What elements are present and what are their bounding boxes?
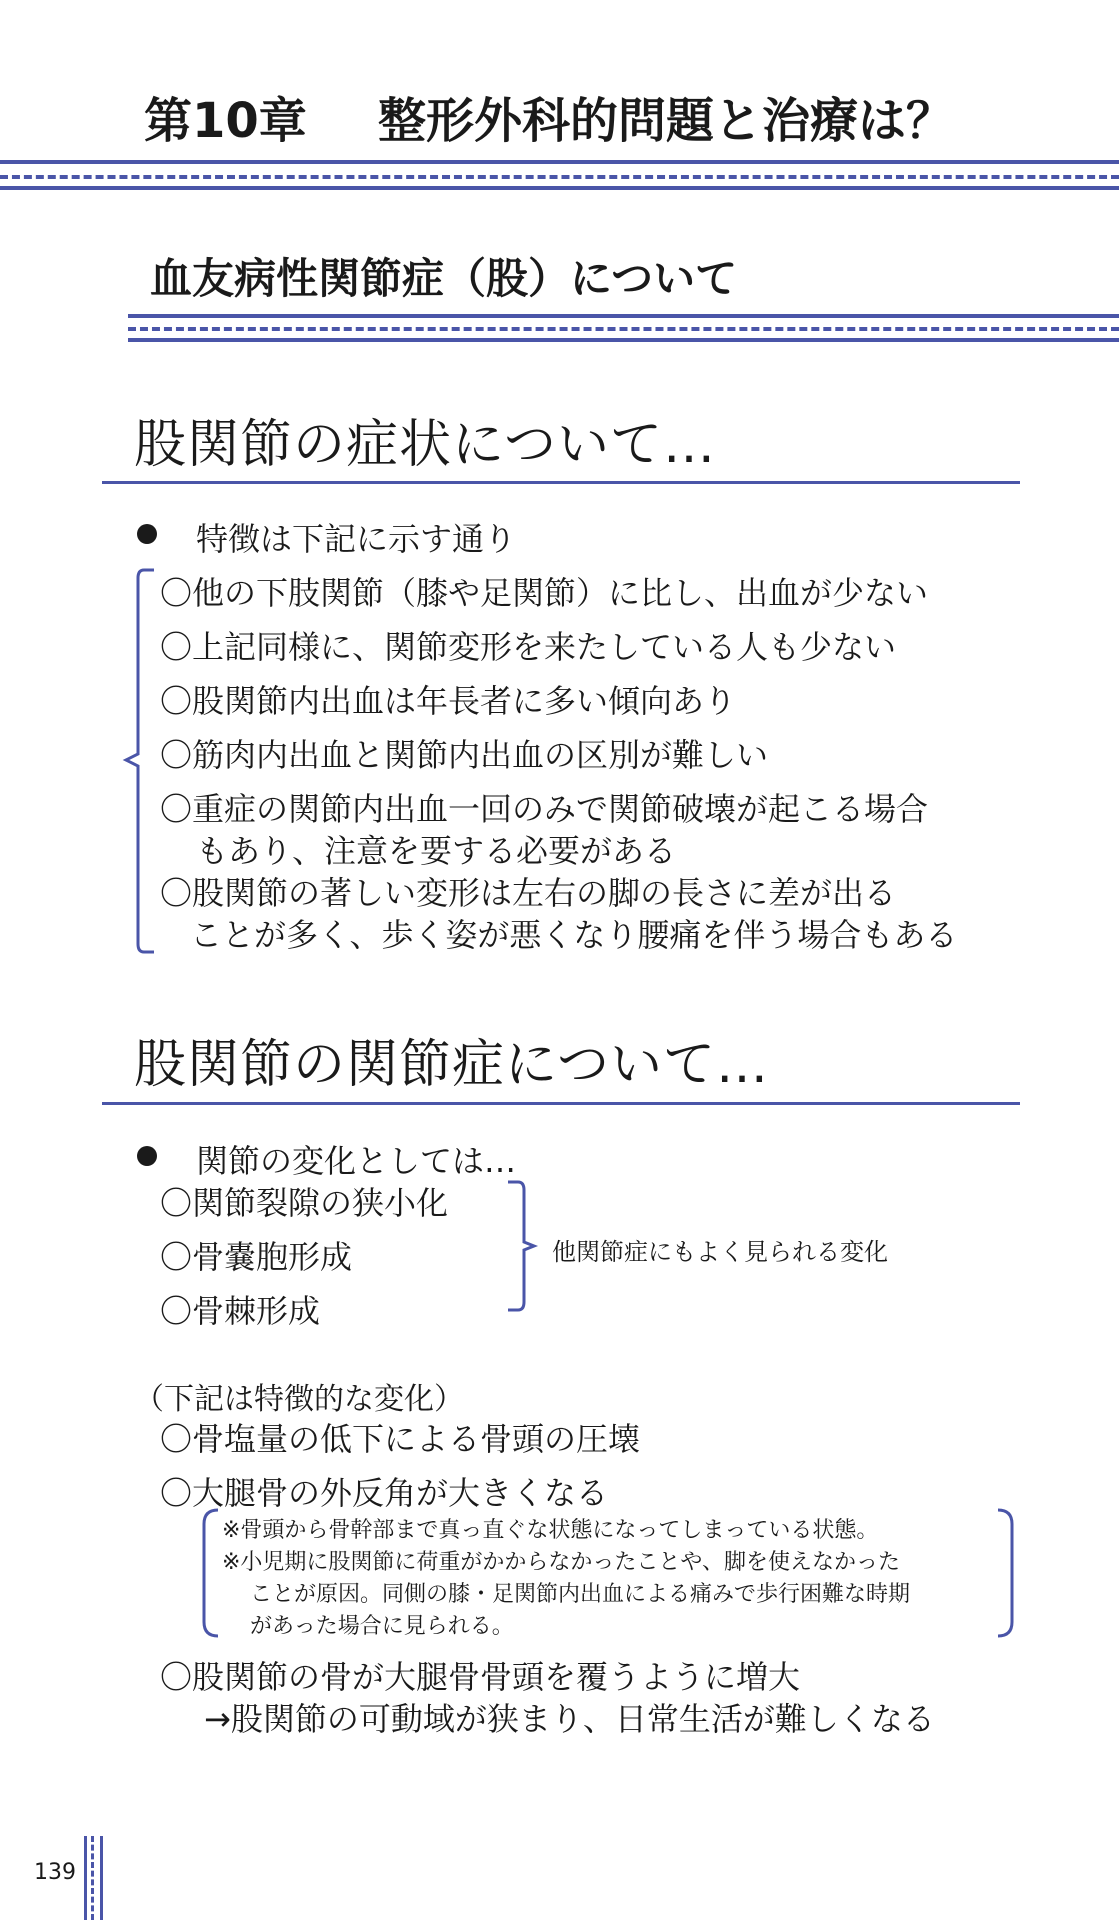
chapter-rule-dashed — [0, 175, 1119, 179]
note-line: があった場合に見られる。 — [250, 1614, 514, 1639]
characteristic-item: 〇大腿骨の外反角が大きくなる — [160, 1474, 609, 1512]
arthropathy-bullet-text: 関節の変化としては… — [196, 1142, 517, 1180]
chapter-rule-bottom — [0, 186, 1119, 190]
symptoms-bullet-text: 特徴は下記に示す通り — [196, 520, 517, 558]
common-changes-note: 他関節症にもよく見られる変化 — [552, 1238, 888, 1266]
symptoms-bracket — [120, 568, 160, 954]
section-rule-bottom — [128, 338, 1119, 342]
symptom-item: 〇重症の関節内出血一回のみで関節破壊が起こる場合 — [160, 790, 929, 828]
note-line: ※小児期に股関節に荷重がかからなかったことや、脚を使えなかった — [222, 1550, 900, 1575]
page-margin-line — [84, 1836, 87, 1920]
section-rule-top — [128, 314, 1119, 318]
common-changes-bracket — [506, 1180, 536, 1312]
symptom-item-continued: もあり、注意を要する必要がある — [196, 832, 677, 870]
chapter-rule-top — [0, 160, 1119, 164]
characteristic-label: （下記は特徴的な変化） — [134, 1382, 464, 1417]
common-change-item: 〇骨棘形成 — [160, 1292, 321, 1330]
symptoms-heading: 股関節の症状について… — [134, 415, 716, 475]
arthropathy-heading-rule — [102, 1102, 1020, 1105]
symptom-item: 〇股関節内出血は年長者に多い傾向あり — [160, 682, 737, 720]
arthropathy-heading: 股関節の関節症について… — [134, 1035, 769, 1095]
note-line: ※骨頭から骨幹部まで真っ直ぐな状態になってしまっている状態。 — [222, 1518, 879, 1543]
section-rule-dashed — [128, 327, 1119, 331]
symptom-item-continued: ことが多く、歩く姿が悪くなり腰痛を伴う場合もある — [190, 916, 958, 954]
characteristic-item: 〇骨塩量の低下による骨頭の圧壊 — [160, 1420, 641, 1458]
common-change-item: 〇関節裂隙の狭小化 — [160, 1184, 449, 1222]
page-margin-dashed — [91, 1836, 94, 1920]
bullet-dot — [137, 1146, 157, 1166]
common-change-item: 〇骨嚢胞形成 — [160, 1238, 353, 1276]
bullet-dot — [137, 524, 157, 544]
chapter-title: 整形外科的問題と治療は？ — [378, 93, 955, 149]
page-margin-line — [100, 1836, 103, 1920]
characteristic-item: 〇股関節の骨が大腿骨骨頭を覆うように増大 — [160, 1658, 801, 1696]
characteristic-result: →股関節の可動域が狭まり、日常生活が難しくなる — [204, 1700, 935, 1738]
symptom-item: 〇筋肉内出血と関節内出血の区別が難しい — [160, 736, 769, 774]
symptom-item: 〇股関節の著しい変形は左右の脚の長さに差が出る — [160, 874, 897, 912]
note-line: ことが原因。同側の膝・足関節内出血による痛みで歩行困難な時期 — [250, 1582, 911, 1607]
section-title: 血友病性関節症（股）について — [150, 254, 738, 303]
symptoms-heading-rule — [102, 481, 1020, 484]
symptom-item: 〇上記同様に、関節変形を来たしている人も少ない — [160, 628, 897, 666]
chapter-number: 第10章 — [144, 93, 307, 149]
symptom-item: 〇他の下肢関節（膝や足関節）に比し、出血が少ない — [160, 574, 929, 612]
page-number: 139 — [34, 1860, 76, 1885]
